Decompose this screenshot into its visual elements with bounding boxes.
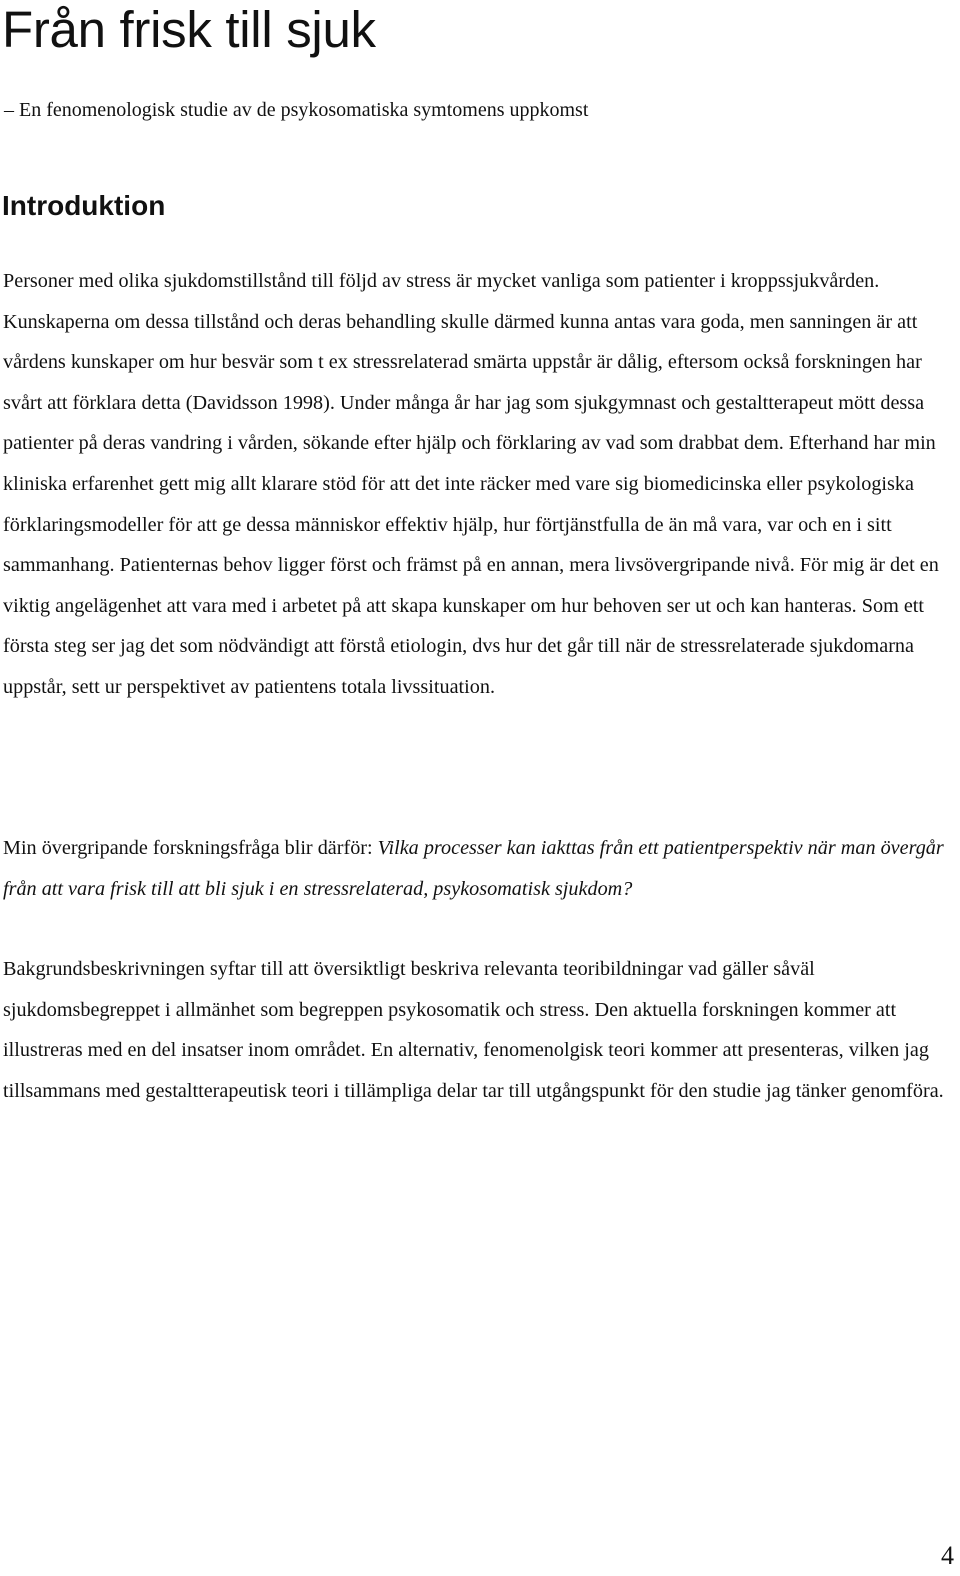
document-subtitle: – En fenomenologisk studie av de psykosomatiska symtomens uppkomst [4,99,589,121]
document-title: Från frisk till sjuk [2,1,376,58]
intro-paragraph: Personer med olika sjukdomstillstånd till följd av stress är mycket vanliga som patienter i kroppssjukvården. Kunskaperna om dessa tillstånd och deras behandling skulle därmed kunna antas vara goda, men sanningen är att vårdens kunskaper om hur besvär som t ex stressrelaterad smärta uppstår är dålig, eftersom också forskningen har svårt att förklara detta (Davidsson 1998). Under många år har jag som sjukgymnast och gestaltterapeut mött dessa patienter på deras vandring i vården, sökande efter hjälp och förklaring av vad som drabbat dem. Efterhand har min kliniska erfarenhet gett mig allt klarare stöd för att det inte räcker med vare sig biomedicinska eller psykologiska förklaringsmodeller för att ge dessa människor effektiv hjälp, hur förtjänstfulla de än må vara, var och en i sitt sammanhang. Patienternas behov ligger först och främst på en annan, mera livsövergripande nivå. För mig är det en viktig angelägenhet att vara med i arbetet på att skapa kunskaper om hur behoven ser ut och kan hanteras. Som ett första steg ser jag det som nödvändigt att förstå etiologin, dvs hur det går till när de stressrelaterade sjukdomarna uppstår, sett ur perspektivet av patientens totala livssituation. [3,270,939,698]
page-number: 4 [941,1541,954,1570]
background-paragraph: Bakgrundsbeskrivningen syftar till att översiktligt beskriva relevanta teoribildningar vad gäller såväl sjukdomsbegreppet i allmänhet som begreppen psykosomatik och stress. Den aktuella forskningen kommer att illustreras med en del insatser inom området. En alternativ, fenomenolgisk teori kommer att presenteras, vilken jag tillsammans med gestaltterapeutisk teori i tillämpliga delar tar till utgångspunkt för den studie jag tänker genomföra. [3,958,944,1102]
research-question-lead: Min övergripande forskningsfråga blir därför: [3,837,378,859]
research-question-paragraph [3,828,958,909]
section-heading: Introduktion [2,190,166,221]
research-question: Vilka processer kan iakttas från ett patientperspektiv när man övergår från att vara frisk till att bli sjuk i en stressrelaterad, psykosomatisk sjukdom? [3,837,944,900]
